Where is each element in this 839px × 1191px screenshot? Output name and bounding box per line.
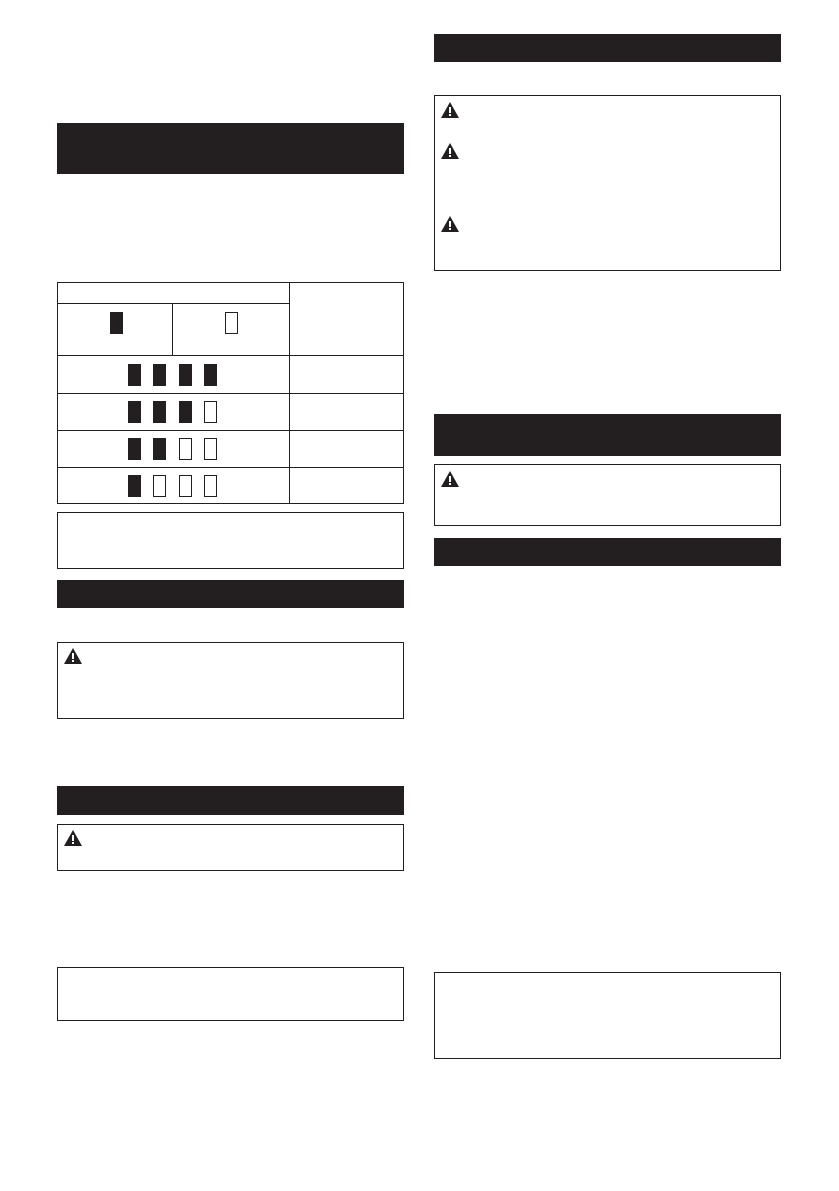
off-lamp (204, 401, 217, 423)
legend-off-lamp (225, 312, 238, 334)
warning-triangle-icon (441, 471, 459, 487)
caution-box (57, 642, 404, 719)
section-heading-bar (434, 538, 781, 566)
lit-lamp (128, 364, 141, 386)
section-heading-bar (57, 580, 404, 608)
lit-lamp (153, 438, 166, 460)
battery-indicator-table (57, 282, 404, 504)
warning-triangle-icon (64, 648, 82, 664)
warning-triangle-icon (441, 143, 459, 159)
off-lamp (179, 438, 192, 460)
note-box (57, 967, 404, 1021)
warning-triangle-icon (441, 102, 459, 118)
caution-box (434, 464, 781, 526)
section-heading-bar (57, 123, 404, 174)
caution-box (57, 824, 404, 871)
legend-lit-lamp (110, 312, 123, 334)
section-heading-bar (57, 786, 404, 815)
lit-lamp (179, 364, 192, 386)
note-box (434, 972, 781, 1059)
lit-lamp (179, 401, 192, 423)
section-heading-bar (434, 414, 781, 456)
section-heading-bar (434, 34, 781, 62)
lit-lamp (128, 401, 141, 423)
warning-triangle-icon (441, 216, 459, 232)
caution-box (434, 95, 781, 271)
lit-lamp (153, 401, 166, 423)
lit-lamp (153, 364, 166, 386)
lit-lamp (128, 438, 141, 460)
off-lamp (179, 475, 192, 497)
warning-triangle-icon (64, 830, 82, 846)
off-lamp (204, 475, 217, 497)
note-box (57, 512, 404, 569)
lit-lamp (128, 475, 141, 497)
off-lamp (153, 475, 166, 497)
lit-lamp (204, 364, 217, 386)
off-lamp (204, 438, 217, 460)
